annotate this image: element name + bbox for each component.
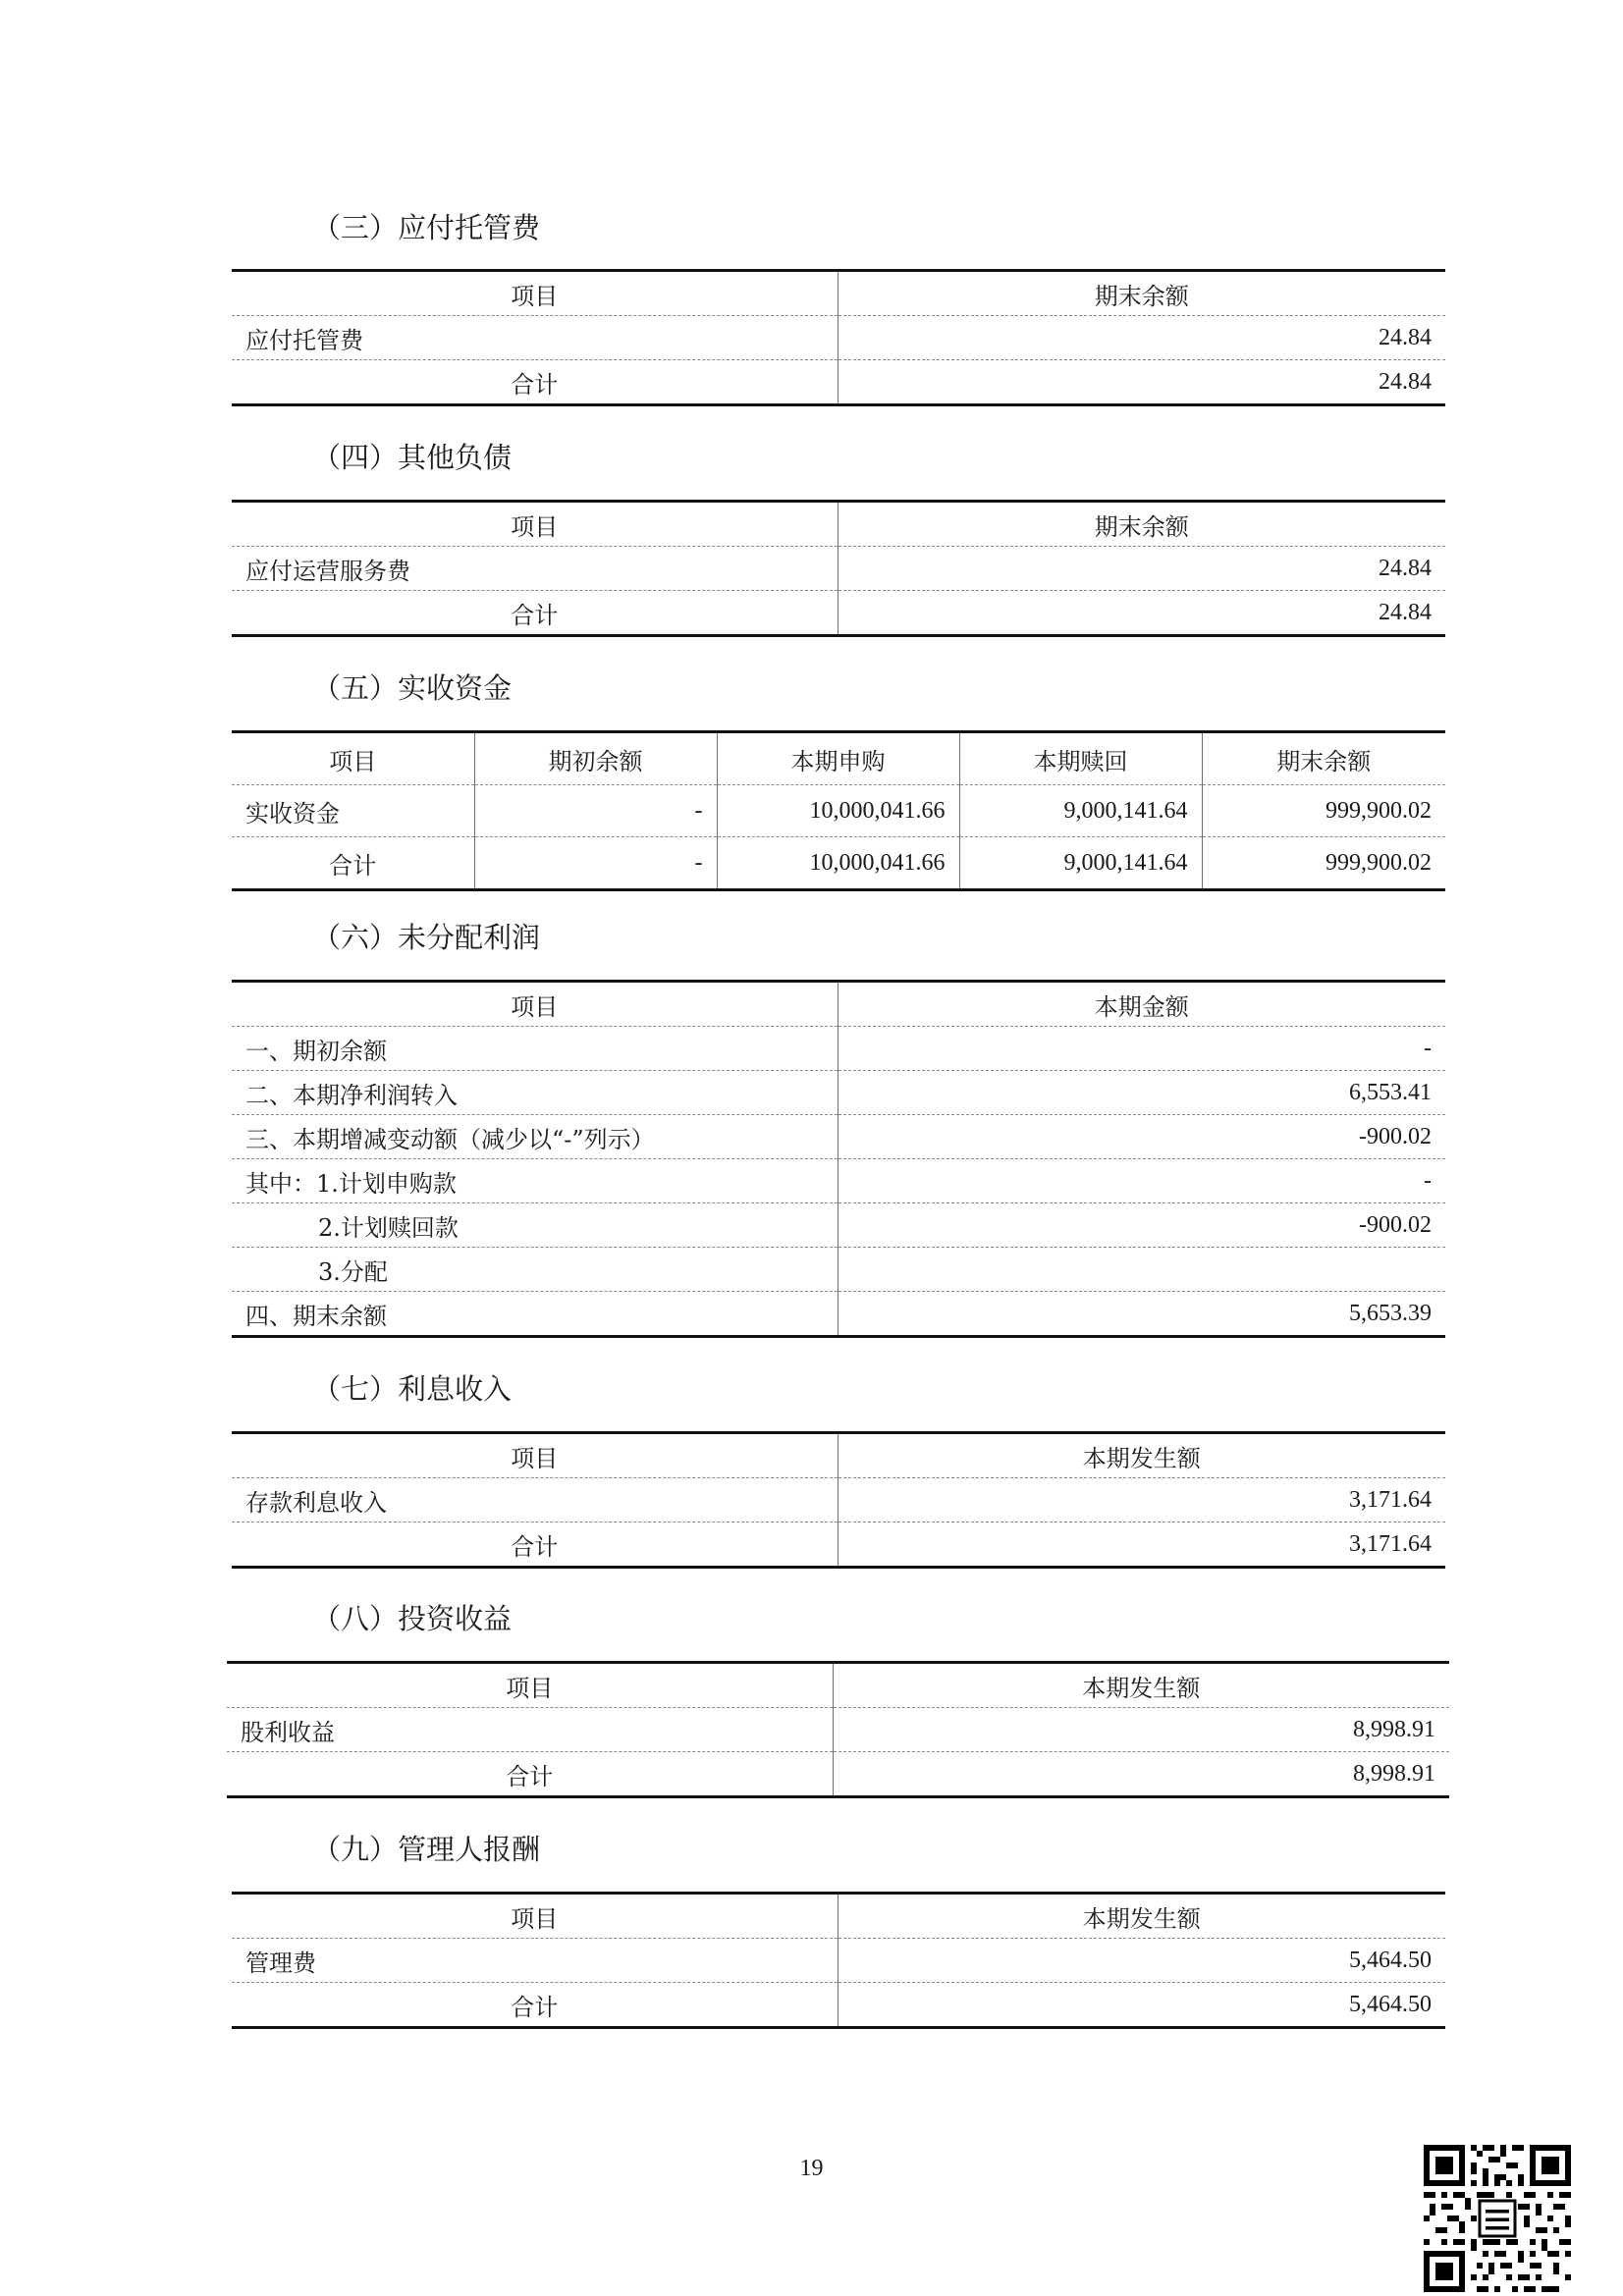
ending-balance-value: 999,900.02 <box>1202 785 1445 837</box>
column-header-opening-balance: 期初余额 <box>474 732 717 785</box>
total-value: 24.84 <box>838 360 1445 405</box>
redemptions-total: 9,000,141.64 <box>959 837 1202 890</box>
table-header-row <box>232 1894 1445 1939</box>
total-label: 合计 <box>232 1983 838 2028</box>
page-number: 19 <box>799 2156 824 2181</box>
column-header-item: 项目 <box>232 1433 838 1478</box>
table-header-row <box>232 1433 1445 1478</box>
total-row <box>232 837 1445 890</box>
total-label: 合计 <box>232 360 838 405</box>
column-header-ending-balance: 期末余额 <box>838 502 1445 547</box>
ending-balance-total: 999,900.02 <box>1202 837 1445 890</box>
table-row <box>232 785 1445 837</box>
row-label: 一、期初余额 <box>232 1027 838 1071</box>
row-value: - <box>838 1027 1445 1071</box>
total-row <box>232 1522 1445 1568</box>
row-label: 应付托管费 <box>232 316 838 360</box>
paid-in-capital-table <box>232 730 1445 891</box>
column-header-redemptions: 本期赎回 <box>959 732 1202 785</box>
row-value: 6,553.41 <box>838 1071 1445 1115</box>
table-header-row <box>232 982 1445 1027</box>
row-value: -900.02 <box>838 1203 1445 1248</box>
interest-income-table <box>232 1431 1445 1569</box>
section-heading-paid-in-capital: （五）实收资金 <box>312 671 513 705</box>
total-row <box>227 1752 1449 1797</box>
row-label: 股利收益 <box>227 1708 833 1752</box>
table-row <box>232 1478 1445 1522</box>
row-label: 存款利息收入 <box>232 1478 838 1522</box>
column-header-subscriptions: 本期申购 <box>717 732 959 785</box>
total-row <box>232 360 1445 405</box>
opening-balance-value: - <box>474 785 717 837</box>
opening-balance-total: - <box>474 837 717 890</box>
column-header-item: 项目 <box>232 732 474 785</box>
table-row <box>232 1115 1445 1159</box>
row-value: 24.84 <box>838 547 1445 591</box>
table-header-row <box>232 271 1445 316</box>
row-label: 其中：1.计划申购款 <box>232 1159 838 1203</box>
table-row <box>232 1248 1445 1292</box>
row-label: 2.计划赎回款 <box>232 1203 838 1248</box>
table-row <box>232 316 1445 360</box>
row-label: 管理费 <box>232 1939 838 1983</box>
row-label: 应付运营服务费 <box>232 547 838 591</box>
table-header-row <box>232 502 1445 547</box>
section-heading-interest-income: （七）利息收入 <box>312 1372 513 1406</box>
row-value: 3,171.64 <box>838 1478 1445 1522</box>
table-row <box>232 1939 1445 1983</box>
total-label: 合计 <box>232 1522 838 1568</box>
row-label: 实收资金 <box>232 785 474 837</box>
row-value: 5,653.39 <box>838 1292 1445 1337</box>
verification-qr-code-icon <box>1424 2145 1571 2292</box>
row-value: 24.84 <box>838 316 1445 360</box>
column-header-current-period: 本期发生额 <box>833 1663 1449 1708</box>
table-header-row <box>232 732 1445 785</box>
investment-income-table <box>227 1661 1449 1798</box>
column-header-current-period: 本期发生额 <box>838 1433 1445 1478</box>
row-label: 二、本期净利润转入 <box>232 1071 838 1115</box>
table-row <box>232 547 1445 591</box>
total-row <box>232 1983 1445 2028</box>
total-row <box>232 591 1445 636</box>
total-label: 合计 <box>232 591 838 636</box>
column-header-item: 项目 <box>232 271 838 316</box>
column-header-current-amount: 本期金额 <box>838 982 1445 1027</box>
total-value: 8,998.91 <box>833 1752 1449 1797</box>
total-label: 合计 <box>227 1752 833 1797</box>
column-header-ending-balance: 期末余额 <box>838 271 1445 316</box>
table-row <box>232 1071 1445 1115</box>
redemptions-value: 9,000,141.64 <box>959 785 1202 837</box>
column-header-ending-balance: 期末余额 <box>1202 732 1445 785</box>
subscriptions-total: 10,000,041.66 <box>717 837 959 890</box>
custody-fee-table <box>232 269 1445 406</box>
column-header-item: 项目 <box>232 1894 838 1939</box>
row-value: - <box>838 1159 1445 1203</box>
column-header-item: 项目 <box>232 982 838 1027</box>
row-value: -900.02 <box>838 1115 1445 1159</box>
section-heading-other-liabilities: （四）其他负债 <box>312 441 513 474</box>
table-row <box>232 1159 1445 1203</box>
total-label: 合计 <box>232 837 474 890</box>
section-heading-custody-fee: （三）应付托管费 <box>312 211 541 244</box>
table-header-row <box>227 1663 1449 1708</box>
table-row <box>232 1027 1445 1071</box>
section-heading-manager-fee: （九）管理人报酬 <box>312 1833 541 1866</box>
total-value: 5,464.50 <box>838 1983 1445 2028</box>
row-label: 三、本期增减变动额（减少以“-”列示） <box>232 1115 838 1159</box>
row-value <box>838 1248 1445 1292</box>
column-header-item: 项目 <box>232 502 838 547</box>
row-label: 3.分配 <box>232 1248 838 1292</box>
subscriptions-value: 10,000,041.66 <box>717 785 959 837</box>
column-header-current-period: 本期发生额 <box>838 1894 1445 1939</box>
section-heading-investment-income: （八）投资收益 <box>312 1602 513 1635</box>
section-heading-undistributed-profit: （六）未分配利润 <box>312 921 541 954</box>
column-header-item: 项目 <box>227 1663 833 1708</box>
total-row <box>232 1292 1445 1337</box>
manager-fee-table <box>232 1892 1445 2029</box>
table-row <box>227 1708 1449 1752</box>
row-label: 四、期末余额 <box>232 1292 838 1337</box>
row-value: 8,998.91 <box>833 1708 1449 1752</box>
total-value: 24.84 <box>838 591 1445 636</box>
undistributed-profit-table <box>232 980 1445 1338</box>
total-value: 3,171.64 <box>838 1522 1445 1568</box>
other-liabilities-table <box>232 500 1445 637</box>
table-row <box>232 1203 1445 1248</box>
row-value: 5,464.50 <box>838 1939 1445 1983</box>
